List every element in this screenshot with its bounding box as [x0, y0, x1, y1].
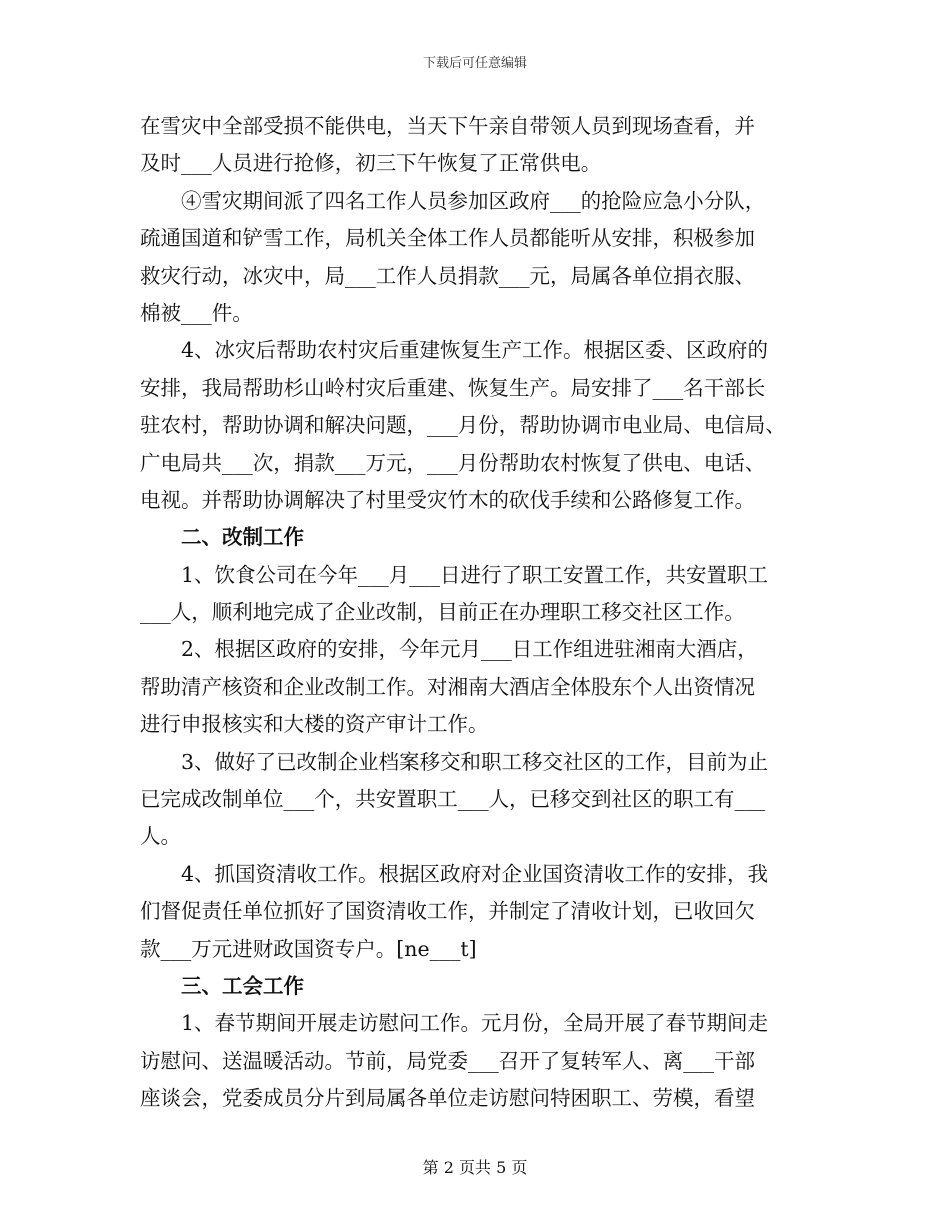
document-body	[140, 108, 830, 1118]
text-line: 驻农村，帮助协调和解决问题，___月份，帮助协调市电业局、电信局、	[140, 413, 786, 438]
text-line: 访慰问、送温暖活动。节前，局党委___召开了复转军人、离___干部	[140, 1048, 755, 1073]
page-header: 下载后可任意编辑	[422, 56, 527, 71]
text-line: 救灾行动，冰灾中，局___工作人员捐款___元，局属各单位捐衣服、	[140, 263, 755, 288]
text-line: 1、饮食公司在今年___月___日进行了职工安置工作，共安置职工	[181, 562, 769, 587]
page-footer: 第 2 页共 5 页	[422, 1158, 528, 1177]
text-line: 疏通国道和铲雪工作，局机关全体工作人员都能听从安排，积极参加	[140, 226, 755, 251]
text-line: 2、根据区政府的安排，今年元月___日工作组进驻湘南大酒店，	[181, 637, 758, 662]
text-line: 在雪灾中全部受损不能供电，当天下午亲自带领人员到现场查看，并	[140, 114, 755, 138]
text-line: 4、冰灾后帮助农村灾后重建恢复生产工作。根据区委、区政府的	[181, 338, 769, 363]
text-line: 棉被___件。	[140, 300, 253, 325]
text-line: ④雪灾期间派了四名工作人员参加区政府___的抢险应急小分队，	[181, 188, 766, 213]
text-line: 1、春节期间开展走访慰问工作。元月份，全局开展了春节期间走	[181, 1011, 769, 1036]
text-line: 帮助清产核资和企业改制工作。对湘南大酒店全体股东个人出资情况	[140, 674, 755, 699]
text-line: 们督促责任单位抓好了国资清收工作，并制定了清收计划，已收回欠	[140, 899, 755, 924]
text-line: 款___万元进财政国资专户。[ne___t]	[140, 936, 477, 961]
text-line: 广电局共___次，捐款___万元，___月份帮助农村恢复了供电、电话、	[140, 450, 766, 475]
section-heading: 三、工会工作	[181, 973, 304, 998]
text-line: 进行申报核实和大楼的资产审计工作。	[140, 712, 489, 737]
text-line: 电视。并帮助协调解决了村里受灾竹木的砍伐手续和公路修复工作。	[140, 487, 755, 512]
text-line: 人。	[140, 824, 181, 849]
section-heading: 二、改制工作	[181, 525, 304, 550]
text-line: 3、做好了已改制企业档案移交和职工移交社区的工作，目前为止	[181, 749, 769, 774]
text-line: 座谈会，党委成员分片到局属各单位走访慰问特困职工、劳模，看望	[140, 1086, 755, 1111]
text-line: 安排，我局帮助杉山岭村灾后重建、恢复生产。局安排了___名干部长	[140, 375, 766, 400]
text-line: ___人，顺利地完成了企业改制，目前正在办理职工移交社区工作。	[140, 600, 745, 625]
text-line: 4、抓国资清收工作。根据区政府对企业国资清收工作的安排，我	[181, 861, 769, 886]
text-line: 已完成改制单位___个，共安置职工___人，已移交到社区的职工有___	[140, 787, 766, 812]
text-line: 及时___人员进行抢修，初三下午恢复了正常供电。	[140, 151, 602, 176]
